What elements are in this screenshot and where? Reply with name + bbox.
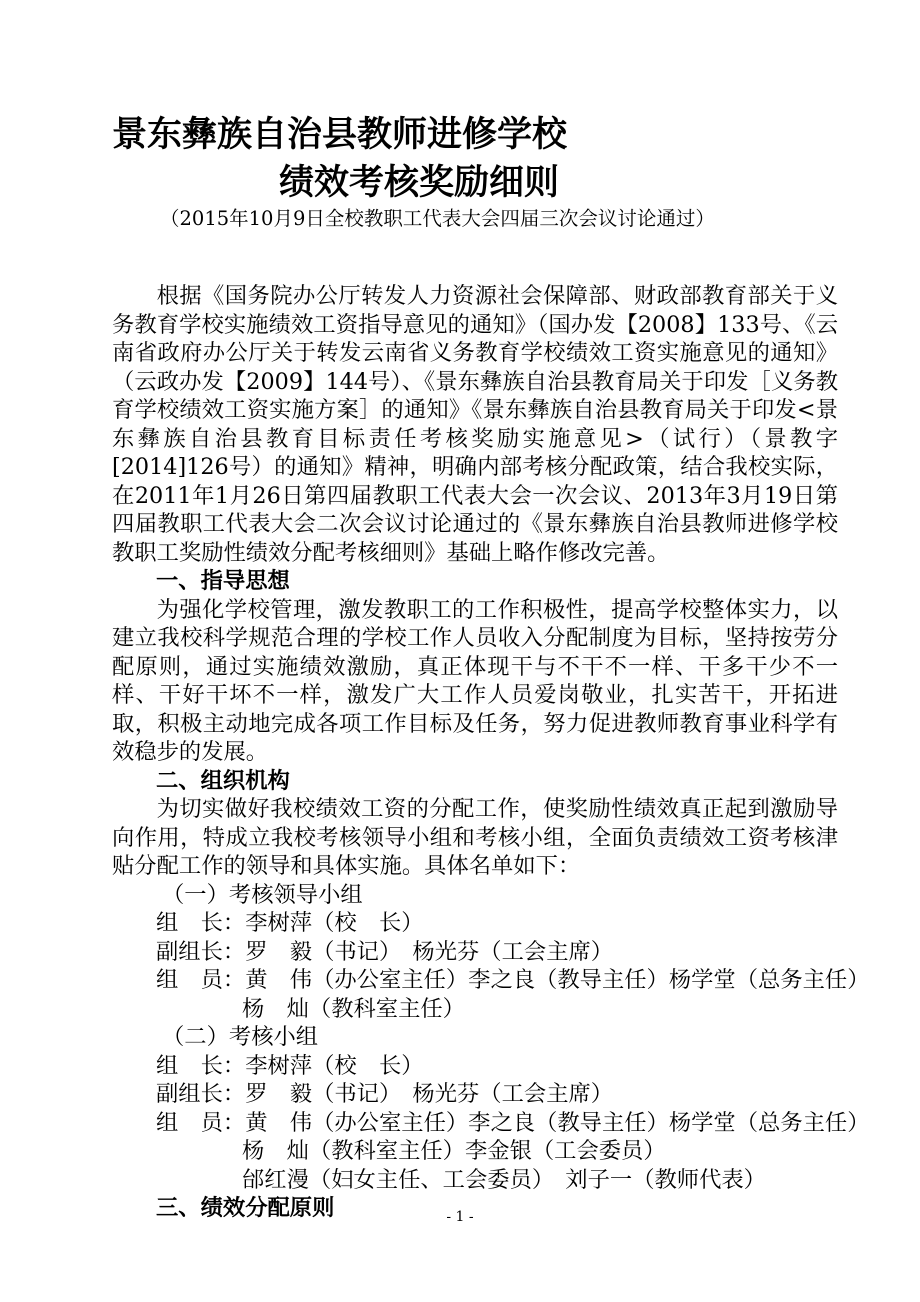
group2-deputy-line: 副组长：罗 毅（书记） 杨光芬（工会主席） bbox=[156, 1081, 614, 1107]
section-heading-distribution-principles: 三、绩效分配原则 bbox=[156, 1195, 335, 1221]
group2-members-line: 组 员：黄 伟（办公室主任）李之良（教导主任）杨学堂（总务主任） bbox=[156, 1109, 870, 1136]
group1-members-line: 组 员：黄 伟（办公室主任）李之良（教导主任）杨学堂（总务主任） bbox=[156, 967, 870, 993]
group1-deputy-line: 副组长：罗 毅（书记） 杨光芬（工会主席） bbox=[156, 938, 614, 965]
group-title-leadership: （一）考核领导小组 bbox=[162, 881, 363, 908]
intro-paragraph: 根据《国务院办公厅转发人力资源社会保障部、财政部教育部关于义务教育学校实施绩效工资指导意见的通知》（国办发【2008】133号、《云南省政府办公厅关于转发云南省义务教育学校绩效工资实施意见的通知》（云政办发【2009】144号）、《景东彝族自治县教育局关于印发［义务教育学校绩效工资实施方案］的通知》《景东彝族自治县教育局关于印发<景东彝族自治县教育目标责任考核奖励实施意见>（试行）（景教字[2014]126号）的通知》精神，明确内部考核分配政策，结合我校实际，在2011年1月26日第四届教职工代表大会一次会议、2013年3月19日第四届教职工代表大会二次会议讨论通过的《景东彝族自治县教师进修学校教职工奖励性绩效分配考核细则》基础上略作修改完善。 bbox=[112, 283, 838, 566]
section-paragraph-guiding-ideology: 为强化学校管理，激发教职工的工作积极性，提高学校整体实力，以建立我校科学规范合理的学校工作人员收入分配制度为目标，坚持按劳分配原则，通过实施绩效激励，真正体现干与不干不一样、干多干少不一样、干好干坏不一样，激发广大工作人员爱岗敬业，扎实苦干，开拓进取，积极主动地完成各项工作目标及任务，努力促进教师教育事业科学有效稳步的发展。 bbox=[112, 596, 838, 765]
document-title-line1: 景东彝族自治县教师进修学校 bbox=[112, 114, 568, 155]
group-title-assessment: （二）考核小组 bbox=[162, 1024, 319, 1050]
group2-members-continued-1: 杨 灿（教科室主任）李金银（工会委员） bbox=[242, 1138, 666, 1164]
group2-leader-line: 组 长：李树萍（校 长） bbox=[156, 1052, 424, 1079]
group2-members-continued-2: 邰红漫（妇女主任、工会委员） 刘子一（教师代表） bbox=[242, 1166, 766, 1193]
section-heading-organization: 二、组织机构 bbox=[156, 767, 290, 794]
section-heading-guiding-ideology: 一、指导思想 bbox=[156, 568, 290, 594]
section-paragraph-organization: 为切实做好我校绩效工资的分配工作，使奖励性绩效真正起到激励导向作用，特成立我校考核领导小组和考核小组，全面负责绩效工资考核津贴分配工作的领导和具体实施。具体名单如下： bbox=[112, 796, 838, 879]
document-title-line2: 绩效考核奖励细则 bbox=[279, 162, 560, 203]
group1-members-continued: 杨 灿（教科室主任） bbox=[242, 995, 465, 1022]
group1-leader-line: 组 长：李树萍（校 长） bbox=[156, 910, 424, 936]
document-body bbox=[112, 282, 870, 1223]
page-number: - 1 - bbox=[446, 1209, 474, 1225]
document-subtitle: （2015年10月9日全校教职工代表大会四届三次会议讨论通过） bbox=[160, 207, 715, 230]
